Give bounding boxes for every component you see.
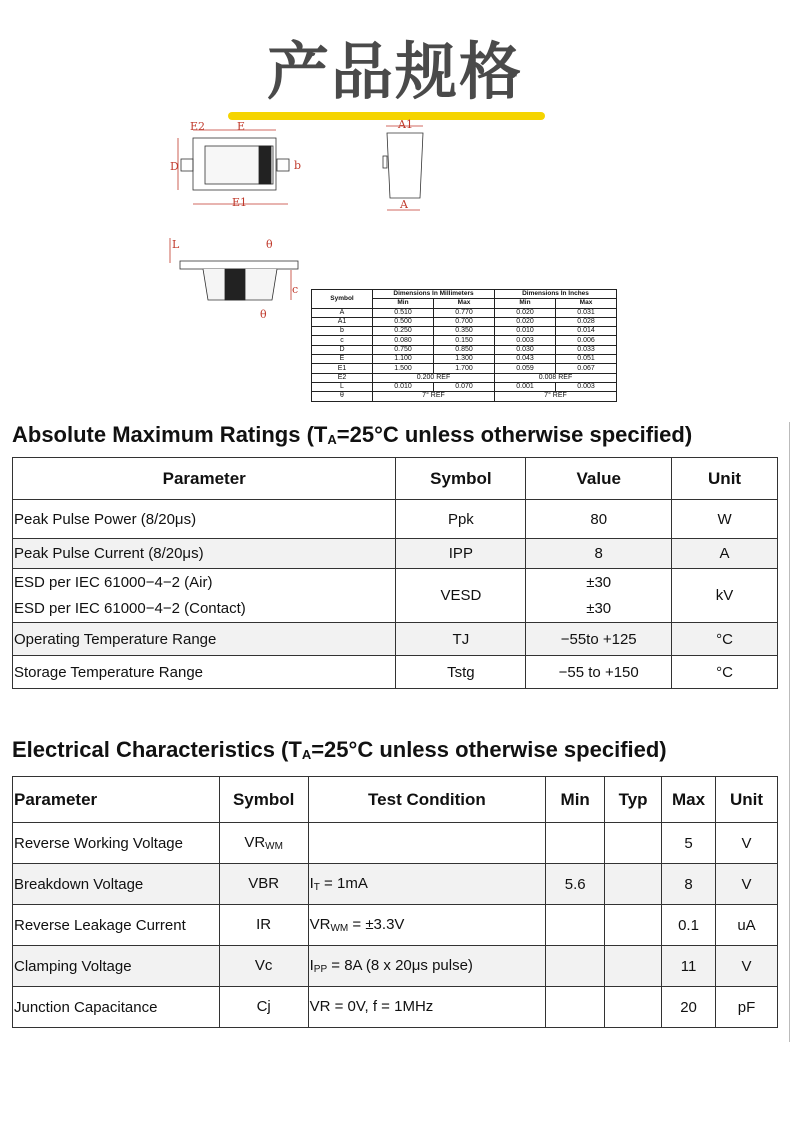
elec-parameter: Breakdown Voltage xyxy=(13,864,220,905)
elec-max: 11 xyxy=(662,946,716,987)
table-row xyxy=(312,364,617,373)
elec-symbol: Vc xyxy=(219,946,308,987)
abs-unit: °C xyxy=(672,656,778,689)
elec-min xyxy=(546,905,605,946)
esd-contact-label: ESD per IEC 61000−4−2 (Contact) xyxy=(14,599,246,617)
dim-mm-max: 0.070 xyxy=(434,382,495,391)
elec-condition xyxy=(308,823,546,864)
abs-value: −55 to +150 xyxy=(526,656,672,689)
abs-symbol: IPP xyxy=(396,539,526,569)
abs-unit: W xyxy=(672,500,778,539)
abs-header-symbol: Symbol xyxy=(396,458,526,500)
table-row xyxy=(312,373,617,382)
elec-title: Electrical Characteristics ($T_A=25^\circ C$ unless otherwise specified) xyxy=(12,737,667,762)
dim-mm-max: 1.300 xyxy=(434,355,495,364)
table-row xyxy=(312,308,617,317)
dim-symbol: E xyxy=(312,355,373,364)
dim-header-in-max: Max xyxy=(556,299,617,308)
dim-symbol: E1 xyxy=(312,364,373,373)
elec-min xyxy=(546,987,605,1028)
label-theta-2: θ xyxy=(260,308,267,321)
elec-header-typ: Typ xyxy=(605,777,662,823)
side-view-drawing xyxy=(378,118,438,218)
abs-header-value: Value xyxy=(526,458,672,500)
elec-parameter: Reverse Working Voltage xyxy=(13,823,220,864)
table-header-row xyxy=(13,458,778,500)
label-c: c xyxy=(292,283,299,296)
dim-in-max: 0.033 xyxy=(556,345,617,354)
table-header-row xyxy=(13,777,778,823)
abs-unit: °C xyxy=(672,623,778,656)
abs-max-table xyxy=(12,457,778,689)
abs-symbol: VESD xyxy=(396,569,526,623)
dim-symbol: D xyxy=(312,345,373,354)
abs-parameter: Peak Pulse Current (8/20μs) xyxy=(13,539,396,569)
elec-parameter: Clamping Voltage xyxy=(13,946,220,987)
dim-mm-ref: 0.200 REF xyxy=(373,373,495,382)
elec-header-symbol: Symbol xyxy=(219,777,308,823)
label-d: D xyxy=(170,160,179,173)
abs-parameter: Peak Pulse Power (8/20μs) xyxy=(13,500,396,539)
esd-air-value: ±30 xyxy=(586,573,612,591)
elec-max: 8 xyxy=(662,864,716,905)
dim-header-inch: Dimensions In Inches xyxy=(495,290,617,299)
elec-symbol: Cj xyxy=(219,987,308,1028)
dim-header-in-min: Min xyxy=(495,299,556,308)
abs-parameter-esd xyxy=(13,569,396,623)
dim-symbol: L xyxy=(312,382,373,391)
dim-symbol: A xyxy=(312,308,373,317)
dim-mm-min: 0.010 xyxy=(373,382,434,391)
dim-mm-min: 0.510 xyxy=(373,308,434,317)
elec-typ xyxy=(605,864,662,905)
dim-mm-max: 0.350 xyxy=(434,327,495,336)
abs-value: 8 xyxy=(526,539,672,569)
dim-header-mm: Dimensions In Millimeters xyxy=(373,290,495,299)
dim-mm-max: 1.700 xyxy=(434,364,495,373)
elec-unit: uA xyxy=(716,905,778,946)
dim-in-max: 0.067 xyxy=(556,364,617,373)
dim-in-max: 0.028 xyxy=(556,317,617,326)
elec-min: 5.6 xyxy=(546,864,605,905)
elec-unit: V xyxy=(716,823,778,864)
elec-max: 0.1 xyxy=(662,905,716,946)
dim-in-ref: 0.008 REF xyxy=(495,373,617,382)
elec-typ xyxy=(605,823,662,864)
label-l: L xyxy=(172,238,180,251)
abs-max-title: Absolute Maximum Ratings ($T_A=25^\circ C$ unless otherwise specified) xyxy=(12,422,693,447)
table-row xyxy=(13,987,778,1028)
dim-in-min: 0.003 xyxy=(495,336,556,345)
dim-mm-min: 1.100 xyxy=(373,355,434,364)
dim-mm-min: 0.500 xyxy=(373,317,434,326)
dim-symbol: c xyxy=(312,336,373,345)
elec-symbol: VBR xyxy=(219,864,308,905)
elec-condition: $VR_{WM} = \pm 3.3V$ xyxy=(308,905,546,946)
label-e2: E2 xyxy=(190,120,206,133)
dim-in-min: 0.059 xyxy=(495,364,556,373)
abs-value: 80 xyxy=(526,500,672,539)
table-row xyxy=(312,392,617,401)
label-a1-side: A1 xyxy=(398,118,413,131)
table-row xyxy=(13,539,778,569)
dim-symbol: b xyxy=(312,327,373,336)
dim-mm-max: 0.850 xyxy=(434,345,495,354)
elec-header-unit: Unit xyxy=(716,777,778,823)
elec-header-min: Min xyxy=(546,777,605,823)
dim-mm-max: 0.700 xyxy=(434,317,495,326)
table-row xyxy=(13,623,778,656)
abs-header-parameter: Parameter xyxy=(13,458,396,500)
elec-table xyxy=(12,776,778,1028)
dim-mm-min: 0.080 xyxy=(373,336,434,345)
dim-mm-min: 0.250 xyxy=(373,327,434,336)
elec-min xyxy=(546,946,605,987)
dimensions-table xyxy=(311,289,617,402)
dim-in-min: 0.043 xyxy=(495,355,556,364)
dim-in-max: 0.051 xyxy=(556,355,617,364)
table-row xyxy=(312,382,617,391)
dim-in-min: 0.010 xyxy=(495,327,556,336)
elec-condition: $I_{PP} = 8A$ (8 x 20μs pulse) xyxy=(308,946,546,987)
dim-mm-min: 0.750 xyxy=(373,345,434,354)
table-row xyxy=(13,864,778,905)
table-row xyxy=(13,500,778,539)
abs-parameter: Operating Temperature Range xyxy=(13,623,396,656)
dim-mm-min: 1.500 xyxy=(373,364,434,373)
elec-symbol: IR xyxy=(219,905,308,946)
label-theta: θ xyxy=(266,238,273,251)
dim-symbol: E2 xyxy=(312,373,373,382)
dim-mm-ref: 7° REF xyxy=(373,392,495,401)
elec-unit: pF xyxy=(716,987,778,1028)
esd-air-label: ESD per IEC 61000−4−2 (Air) xyxy=(14,573,213,591)
elec-max: 20 xyxy=(662,987,716,1028)
package-outline-drawing xyxy=(160,118,320,330)
table-row xyxy=(312,345,617,354)
dim-in-min: 0.020 xyxy=(495,308,556,317)
abs-parameter: Storage Temperature Range xyxy=(13,656,396,689)
dim-in-max: 0.006 xyxy=(556,336,617,345)
elec-typ xyxy=(605,987,662,1028)
label-a: A xyxy=(400,198,408,211)
elec-parameter: Junction Capacitance xyxy=(13,987,220,1028)
dim-mm-max: 0.770 xyxy=(434,308,495,317)
dim-symbol: θ xyxy=(312,392,373,401)
abs-value: −55to +125 xyxy=(526,623,672,656)
elec-header-max: Max xyxy=(662,777,716,823)
label-e1: E1 xyxy=(232,196,248,209)
dim-in-min: 0.030 xyxy=(495,345,556,354)
abs-symbol: Ppk xyxy=(396,500,526,539)
dim-in-ref: 7° REF xyxy=(495,392,617,401)
dim-in-min: 0.020 xyxy=(495,317,556,326)
elec-symbol: $VR_{WM}$ xyxy=(219,823,308,864)
dim-in-max: 0.031 xyxy=(556,308,617,317)
table-row xyxy=(13,905,778,946)
esd-contact-value: ±30 xyxy=(586,599,612,617)
table-row xyxy=(13,656,778,689)
table-row xyxy=(13,946,778,987)
dim-header-mm-min: Min xyxy=(373,299,434,308)
dim-in-max: 0.003 xyxy=(556,382,617,391)
abs-header-unit: Unit xyxy=(672,458,778,500)
elec-condition: $I_T = 1mA$ xyxy=(308,864,546,905)
abs-unit: A xyxy=(672,539,778,569)
elec-parameter: Reverse Leakage Current xyxy=(13,905,220,946)
label-e: E xyxy=(237,120,246,133)
dim-mm-max: 0.150 xyxy=(434,336,495,345)
elec-typ xyxy=(605,946,662,987)
table-row xyxy=(312,317,617,326)
elec-unit: V xyxy=(716,946,778,987)
table-row xyxy=(13,823,778,864)
label-b: b xyxy=(294,159,302,172)
abs-symbol: Tstg xyxy=(396,656,526,689)
elec-header-condition: Test Condition xyxy=(308,777,546,823)
elec-min xyxy=(546,823,605,864)
dim-in-max: 0.014 xyxy=(556,327,617,336)
dim-header-symbol: Symbol xyxy=(312,290,373,309)
dim-symbol: A1 xyxy=(312,317,373,326)
table-row xyxy=(312,355,617,364)
table-row xyxy=(312,327,617,336)
elec-unit: V xyxy=(716,864,778,905)
dim-in-min: 0.001 xyxy=(495,382,556,391)
page-title: 产品规格 xyxy=(266,35,523,108)
dim-header-mm-max: Max xyxy=(434,299,495,308)
elec-max: 5 xyxy=(662,823,716,864)
abs-symbol: TJ xyxy=(396,623,526,656)
abs-unit: kV xyxy=(672,569,778,623)
table-row xyxy=(312,336,617,345)
abs-value-esd xyxy=(526,569,672,623)
table-row xyxy=(13,569,778,623)
elec-typ xyxy=(605,905,662,946)
elec-condition: VR = 0V, f = 1MHz xyxy=(308,987,546,1028)
elec-header-parameter: Parameter xyxy=(13,777,220,823)
